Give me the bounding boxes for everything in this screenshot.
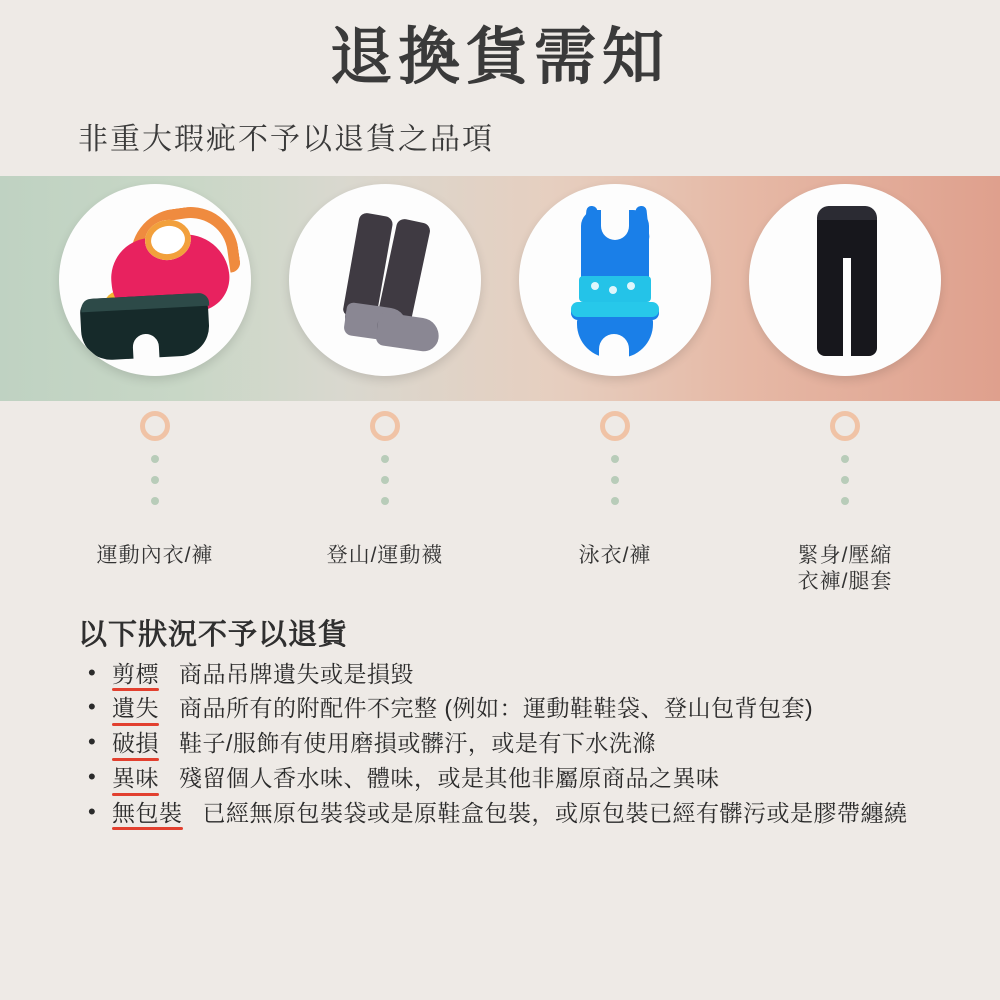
product-label-1: 運動內衣/褲 [96,544,214,568]
product-circle-wrap-2 [287,184,483,376]
product-circle-wrap-3 [517,184,713,376]
product-circle-wrap-4 [747,184,943,376]
connector-2 [287,401,483,551]
product-band [0,176,1000,401]
connector-dot-icon [381,497,389,505]
connector-dot-icon [611,476,619,484]
connector-dot-icon [611,455,619,463]
rule-keyword: 異味 [112,763,165,795]
rule-keyword: 遺失 [112,693,165,725]
product-label-4-line1: 緊身/壓縮 [797,544,893,568]
connector-dot-icon [841,497,849,505]
socks-icon [289,184,481,376]
page-subtitle: 非重大瑕疵不予以退貨之品項 [78,123,494,157]
list-item [112,763,976,795]
product-label-2: 登山/運動襪 [326,544,444,568]
list-item [112,659,976,691]
product-circle-row [0,184,1000,376]
leggings-icon [749,184,941,376]
connector-dot-icon [151,497,159,505]
connector-dot-icon [841,455,849,463]
connector-dot-icon [151,476,159,484]
product-label-4-line2: 衣褲/腿套 [797,570,893,594]
connector-dot-icon [381,476,389,484]
rule-text: 殘留個人香水味、體味，或是其他非屬原商品之異味 [179,764,720,791]
connector-dot-icon [841,476,849,484]
rules-heading: 以下狀況不予以退貨 [78,618,349,651]
connector-ring-icon [830,411,860,441]
rule-keyword: 破損 [112,728,165,760]
rule-text: 商品吊牌遺失或是損毀 [179,660,414,687]
rule-keyword: 剪標 [112,659,165,691]
connector-dot-icon [381,455,389,463]
connector-dot-icon [611,497,619,505]
connector-ring-icon [140,411,170,441]
connector-ring-icon [370,411,400,441]
swimsuit-icon [519,184,711,376]
product-label-3: 泳衣/褲 [578,544,652,568]
product-circle-wrap-1 [57,184,253,376]
connector-3 [517,401,713,551]
list-item [112,693,976,725]
connector-4 [747,401,943,551]
page-title: 退換貨需知 [329,23,670,92]
connector-row [0,401,1000,551]
connector-1 [57,401,253,551]
list-item [112,798,976,830]
rule-text: 已經無原包裝袋或是原鞋盒包裝，或原包裝已經有髒污或是膠帶纏繞 [202,799,908,826]
connector-dot-icon [151,455,159,463]
connector-ring-icon [600,411,630,441]
list-item [112,728,976,760]
rules-list [0,659,1000,830]
rule-keyword: 無包裝 [112,798,189,830]
sports-bra-and-shorts-icon [59,184,251,376]
rule-text: 鞋子/服飾有使用磨損或髒汙，或是有下水洗滌 [179,730,656,757]
rule-text: 商品所有的附配件不完整 (例如：運動鞋鞋袋、登山包背包套) [179,695,814,722]
